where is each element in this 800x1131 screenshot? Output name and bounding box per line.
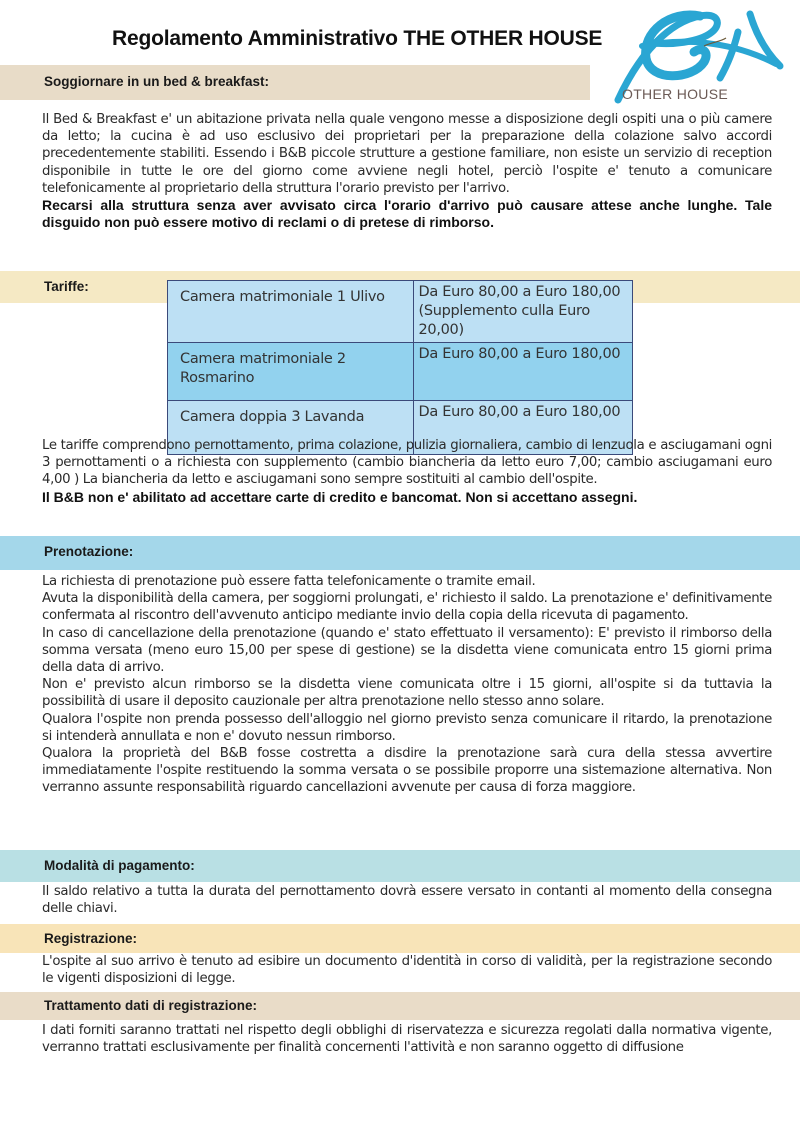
paragraph: Il saldo relativo a tutta la durata del pernottamento dovrà essere versato in contanti al momento della consegna delle chiavi. [42, 884, 772, 917]
section-heading-registrazione: Registrazione: [44, 931, 138, 946]
section-text-trattamento [42, 1022, 772, 1056]
price-text: Da Euro 80,00 a Euro 180,00 [418, 346, 621, 362]
rates-table [167, 280, 633, 455]
page-title: Regolamento Amministrativo THE OTHER HOUSE [112, 27, 603, 50]
table-row [168, 281, 633, 343]
section-heading-pagamento: Modalità di pagamento: [44, 858, 195, 873]
table-row [168, 343, 633, 401]
paragraph: Le tariffe comprendono pernottamento, prima colazione, pulizia giornaliera, cambio di lenzuola e asciugamani ogni 3 pernottamenti o a richiesta con supplemento (cambio biancheria da letto euro 7,00; cambio asciugamani euro 4,00 ) La biancheria da letto e asciugamani sono sempre sostituiti al cambio dell'ospite. [42, 438, 772, 488]
paragraph: Il Bed & Breakfast e' un abitazione privata nella quale vengono messe a disposizione degli ospiti una o più camere da letto; la cucina è ad uso esclusivo dei proprietari per la preparazione della colazione salvo accordi precedentemente stabiliti. Essendo i B&B piccole strutture a gestione familiare, non esiste un servizio di reception disponibile in tutte le ore del giorno come avviene negli hotel, perciò l'ospite e' tenuto a comunicare telefonicamente al proprietario della struttura l'orario previsto per l'arrivo. [42, 112, 772, 196]
room-name: Camera matrimoniale 1 Ulivo [168, 281, 414, 343]
section-heading-soggiornare: Soggiornare in un bed & breakfast: [44, 74, 270, 89]
section-heading-prenotazione: Prenotazione: [44, 544, 134, 559]
price-note: (Supplemento culla Euro 20,00) [418, 303, 590, 338]
section-text-registrazione [42, 953, 772, 987]
price-text: Da Euro 80,00 a Euro 180,00 [418, 284, 621, 300]
paragraph: In caso di cancellazione della prenotazione (quando e' stato effettuato il versamento): E' previsto il rimborso della somma versata (meno euro 15,00 per spese di gestione) se la disdetta viene comunicata entro 15 giorni prima della data di arrivo. [42, 625, 772, 676]
section-text-tariffe [42, 437, 772, 506]
room-name: Camera doppia 3 Lavanda [168, 401, 414, 455]
section-text-soggiornare [42, 111, 772, 231]
price-text: Da Euro 80,00 a Euro 180,00 [418, 404, 621, 420]
paragraph: Qualora l'ospite non prenda possesso dell'alloggio nel giorno previsto senza comunicare il ritardo, la prenotazione si intenderà annullata e non e' dovuto nessun rimborso. [42, 711, 772, 744]
room-price [414, 281, 633, 343]
section-text-prenotazione [42, 573, 772, 797]
section-heading-tariffe: Tariffe: [44, 279, 89, 294]
paragraph: L'ospite al suo arrivo è tenuto ad esibire un documento d'identità in corso di validità, per la registrazione secondo le vigenti disposizioni di legge. [42, 954, 772, 987]
bold-notice: Il B&B non e' abilitato ad accettare carte di credito e bancomat. Non si accettano assegni. [42, 488, 638, 505]
paragraph: Avuta la disponibilità della camera, per soggiorni prolungati, e' richiesto il saldo. La prenotazione e' definitivamente confermata al riscontro dell'avvenuto anticipo mediante invio della copia della ricevuta di pagamento. [42, 591, 772, 624]
paragraph: La richiesta di prenotazione può essere fatta telefonicamente o tramite email. [42, 574, 536, 589]
section-heading-trattamento: Trattamento dati di registrazione: [44, 998, 258, 1013]
paragraph: I dati forniti saranno trattati nel rispetto degli obblighi di riservatezza e sicurezza regolati dalla normativa vigente, verranno trattati esclusivamente per finalità concernenti l'attività e non saranno oggetto di diffusione [42, 1023, 772, 1056]
logo-text: OTHER HOUSE [622, 86, 728, 102]
bold-notice: Recarsi alla struttura senza aver avvisato circa l'orario d'arrivo può causare attese anche lunghe. Tale disguido non può essere motivo di reclami o di pretese di rimborso. [42, 197, 772, 231]
paragraph: Qualora la proprietà del B&B fosse costretta a disdire la prenotazione sarà cura della stessa avvertire immediatamente l'ospite restituendo la somma versata o se possibile proporre una sistemazione alternativa. Non verranno assunte responsabilità riguardo cancellazioni avvenute per causa di forza maggiore. [42, 746, 772, 796]
section-text-pagamento [42, 883, 772, 917]
paragraph: Non e' previsto alcun rimborso se la disdetta viene comunicata oltre i 15 giorni, all'ospite si da tuttavia la possibilità di usare il deposito cauzionale per altra prenotazione nello stesso anno solare. [42, 677, 772, 710]
room-name: Camera matrimoniale 2 Rosmarino [168, 343, 414, 401]
room-price [414, 343, 633, 401]
